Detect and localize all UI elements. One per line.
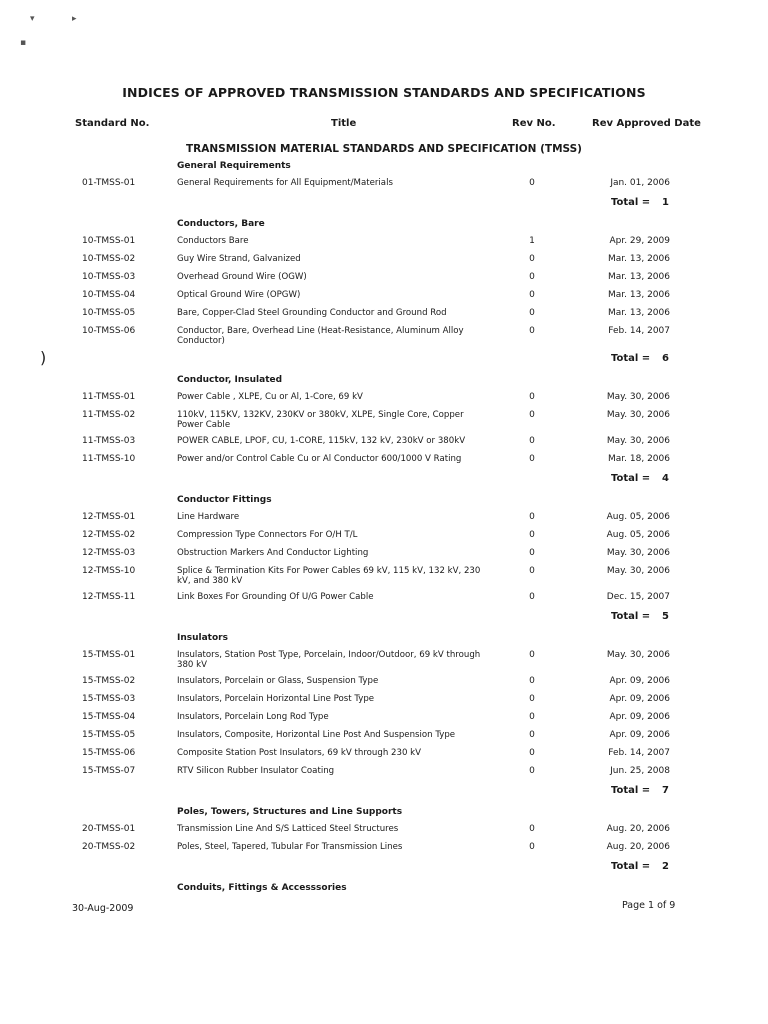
revision-number: 0 <box>529 512 535 522</box>
revision-date: May. 30, 2006 <box>606 436 670 446</box>
revision-number: 0 <box>529 712 535 722</box>
revision-number: 0 <box>529 178 535 188</box>
standard-title: 110kV, 115KV, 132KV, 230KV or 380kV, XLPE, Single Core, Copper Power Cable <box>177 410 464 430</box>
scan-mark: ▪ <box>20 38 27 48</box>
revision-date: Aug. 20, 2006 <box>606 824 670 834</box>
revision-number: 0 <box>529 308 535 318</box>
revision-date: Mar. 13, 2006 <box>608 308 670 318</box>
revision-date: May. 30, 2006 <box>606 566 670 576</box>
standard-title: Guy Wire Strand, Galvanized <box>177 254 301 264</box>
standard-number: 15-TMSS-06 <box>82 748 136 758</box>
revision-date: Mar. 13, 2006 <box>608 272 670 282</box>
revision-date: Feb. 14, 2007 <box>608 326 670 336</box>
standard-title: Splice & Termination Kits For Power Cables 69 kV, 115 kV, 132 kV, 230 kV, and 380 kV <box>177 566 481 586</box>
revision-date: Apr. 29, 2009 <box>609 236 670 246</box>
standard-number: 11-TMSS-10 <box>82 454 136 464</box>
revision-number: 0 <box>529 530 535 540</box>
column-header-standard-no: Standard No. <box>75 118 150 129</box>
standard-title: Composite Station Post Insulators, 69 kV through 230 kV <box>177 748 421 758</box>
standard-number: 15-TMSS-03 <box>82 694 136 704</box>
revision-number: 0 <box>529 410 535 420</box>
standard-number: 10-TMSS-03 <box>82 272 136 282</box>
group-heading: Poles, Towers, Structures and Line Supports <box>177 807 403 817</box>
standard-title: Compression Type Connectors For O/H T/L <box>177 530 358 540</box>
revision-date: Apr. 09, 2006 <box>609 730 670 740</box>
standard-title: Insulators, Porcelain Horizontal Line Post Type <box>177 694 375 704</box>
standard-number: 10-TMSS-04 <box>82 290 136 300</box>
standard-number: 11-TMSS-01 <box>82 392 136 402</box>
revision-number: 0 <box>529 592 535 602</box>
standard-title: Insulators, Composite, Horizontal Line Post And Suspension Type <box>177 730 456 740</box>
revision-date: Aug. 05, 2006 <box>606 512 670 522</box>
group-total-label: Total = <box>611 785 651 796</box>
revision-date: May. 30, 2006 <box>606 392 670 402</box>
revision-number: 0 <box>529 730 535 740</box>
standard-number: 12-TMSS-03 <box>82 548 136 558</box>
standard-title: Conductors Bare <box>177 236 249 246</box>
group-total-label: Total = <box>611 353 651 364</box>
revision-number: 0 <box>529 326 535 336</box>
standard-title: Bare, Copper-Clad Steel Grounding Conductor and Ground Rod <box>177 308 447 318</box>
revision-date: Apr. 09, 2006 <box>609 694 670 704</box>
standard-title: POWER CABLE, LPOF, CU, 1-CORE, 115kV, 132 kV, 230kV or 380kV <box>177 436 466 446</box>
standard-title: Insulators, Station Post Type, Porcelain, Indoor/Outdoor, 69 kV through 380 kV <box>177 650 481 670</box>
revision-number: 0 <box>529 566 535 576</box>
group-heading: General Requirements <box>177 161 291 171</box>
revision-number: 0 <box>529 824 535 834</box>
standard-title: General Requirements for All Equipment/Materials <box>177 178 393 188</box>
revision-number: 0 <box>529 650 535 660</box>
group-heading: Conductor, Insulated <box>177 375 283 385</box>
page-number: Page 1 of 9 <box>622 900 676 911</box>
group-total-label: Total = <box>611 611 651 622</box>
standard-number: 12-TMSS-11 <box>82 592 136 602</box>
group-heading: Conductors, Bare <box>177 219 265 229</box>
revision-date: Feb. 14, 2007 <box>608 748 670 758</box>
group-total-label: Total = <box>611 473 651 484</box>
standard-title: Line Hardware <box>177 512 240 522</box>
standard-number: 20-TMSS-02 <box>82 842 136 852</box>
revision-date: May. 30, 2006 <box>606 548 670 558</box>
group-total-count: 2 <box>662 861 669 872</box>
revision-number: 0 <box>529 254 535 264</box>
standard-title: Power and/or Control Cable Cu or Al Conductor 600/1000 V Rating <box>177 454 462 464</box>
revision-date: Mar. 13, 2006 <box>608 290 670 300</box>
standard-number: 15-TMSS-05 <box>82 730 136 740</box>
group-total-label: Total = <box>611 197 651 208</box>
revision-date: Jun. 25, 2008 <box>610 766 670 776</box>
revision-number: 0 <box>529 842 535 852</box>
group-heading: Conductor Fittings <box>177 495 272 505</box>
group-total-count: 6 <box>662 353 669 364</box>
revision-date: Mar. 18, 2006 <box>608 454 670 464</box>
standard-title: Link Boxes For Grounding Of U/G Power Cable <box>177 592 374 602</box>
standard-title: Power Cable , XLPE, Cu or Al, 1-Core, 69 kV <box>177 392 363 402</box>
column-header-rev-date: Rev Approved Date <box>592 118 701 129</box>
standard-number: 12-TMSS-02 <box>82 530 136 540</box>
group-heading: Conduits, Fittings & Accesssories <box>177 883 347 893</box>
standard-title: Overhead Ground Wire (OGW) <box>177 272 307 282</box>
standard-number: 10-TMSS-05 <box>82 308 136 318</box>
standard-number: 11-TMSS-02 <box>82 410 136 420</box>
standard-title: Insulators, Porcelain Long Rod Type <box>177 712 329 722</box>
standard-number: 01-TMSS-01 <box>82 178 136 188</box>
revision-number: 0 <box>529 392 535 402</box>
standard-title: Transmission Line And S/S Latticed Steel Structures <box>177 824 399 834</box>
revision-number: 0 <box>529 748 535 758</box>
footer-date: 30-Aug-2009 <box>72 903 134 914</box>
column-header-title: Title <box>331 118 357 129</box>
standard-title: Optical Ground Wire (OPGW) <box>177 290 301 300</box>
standard-title: RTV Silicon Rubber Insulator Coating <box>177 766 335 776</box>
group-total-count: 4 <box>662 473 669 484</box>
scan-mark: ) <box>40 348 47 367</box>
standard-number: 10-TMSS-02 <box>82 254 136 264</box>
section-heading: TRANSMISSION MATERIAL STANDARDS AND SPECIFICATION (TMSS) <box>186 143 582 155</box>
group-total-count: 5 <box>662 611 669 622</box>
standard-number: 11-TMSS-03 <box>82 436 136 446</box>
standard-number: 10-TMSS-01 <box>82 236 136 246</box>
standard-number: 15-TMSS-07 <box>82 766 136 776</box>
revision-number: 0 <box>529 676 535 686</box>
group-total-count: 1 <box>662 197 669 208</box>
column-header-rev-no: Rev No. <box>512 118 556 129</box>
standard-number: 20-TMSS-01 <box>82 824 136 834</box>
standard-number: 15-TMSS-01 <box>82 650 136 660</box>
revision-date: Apr. 09, 2006 <box>609 712 670 722</box>
revision-number: 0 <box>529 436 535 446</box>
document-title: INDICES OF APPROVED TRANSMISSION STANDARDS AND SPECIFICATIONS <box>122 85 646 100</box>
revision-date: Aug. 05, 2006 <box>606 530 670 540</box>
standard-title: Poles, Steel, Tapered, Tubular For Transmission Lines <box>177 842 403 852</box>
revision-number: 0 <box>529 290 535 300</box>
revision-number: 0 <box>529 454 535 464</box>
group-total-count: 7 <box>662 785 669 796</box>
group-total-label: Total = <box>611 861 651 872</box>
revision-number: 0 <box>529 272 535 282</box>
revision-date: May. 30, 2006 <box>606 410 670 420</box>
revision-number: 0 <box>529 548 535 558</box>
revision-number: 0 <box>529 694 535 704</box>
standard-title: Conductor, Bare, Overhead Line (Heat-Resistance, Aluminum Alloy Conductor) <box>177 326 464 346</box>
group-heading: Insulators <box>177 633 228 643</box>
revision-date: Dec. 15, 2007 <box>606 592 670 602</box>
revision-date: Mar. 13, 2006 <box>608 254 670 264</box>
standard-title: Obstruction Markers And Conductor Lighting <box>177 548 369 558</box>
standard-number: 10-TMSS-06 <box>82 326 136 336</box>
scan-mark: ▸ <box>72 14 77 24</box>
standard-number: 12-TMSS-10 <box>82 566 136 576</box>
standard-number: 12-TMSS-01 <box>82 512 136 522</box>
standard-number: 15-TMSS-02 <box>82 676 136 686</box>
revision-date: May. 30, 2006 <box>606 650 670 660</box>
revision-date: Apr. 09, 2006 <box>609 676 670 686</box>
standard-number: 15-TMSS-04 <box>82 712 136 722</box>
revision-number: 0 <box>529 766 535 776</box>
standard-title: Insulators, Porcelain or Glass, Suspension Type <box>177 676 379 686</box>
revision-date: Jan. 01, 2006 <box>610 178 670 188</box>
revision-date: Aug. 20, 2006 <box>606 842 670 852</box>
revision-number: 1 <box>529 236 535 246</box>
scan-mark: ▾ <box>30 14 35 24</box>
